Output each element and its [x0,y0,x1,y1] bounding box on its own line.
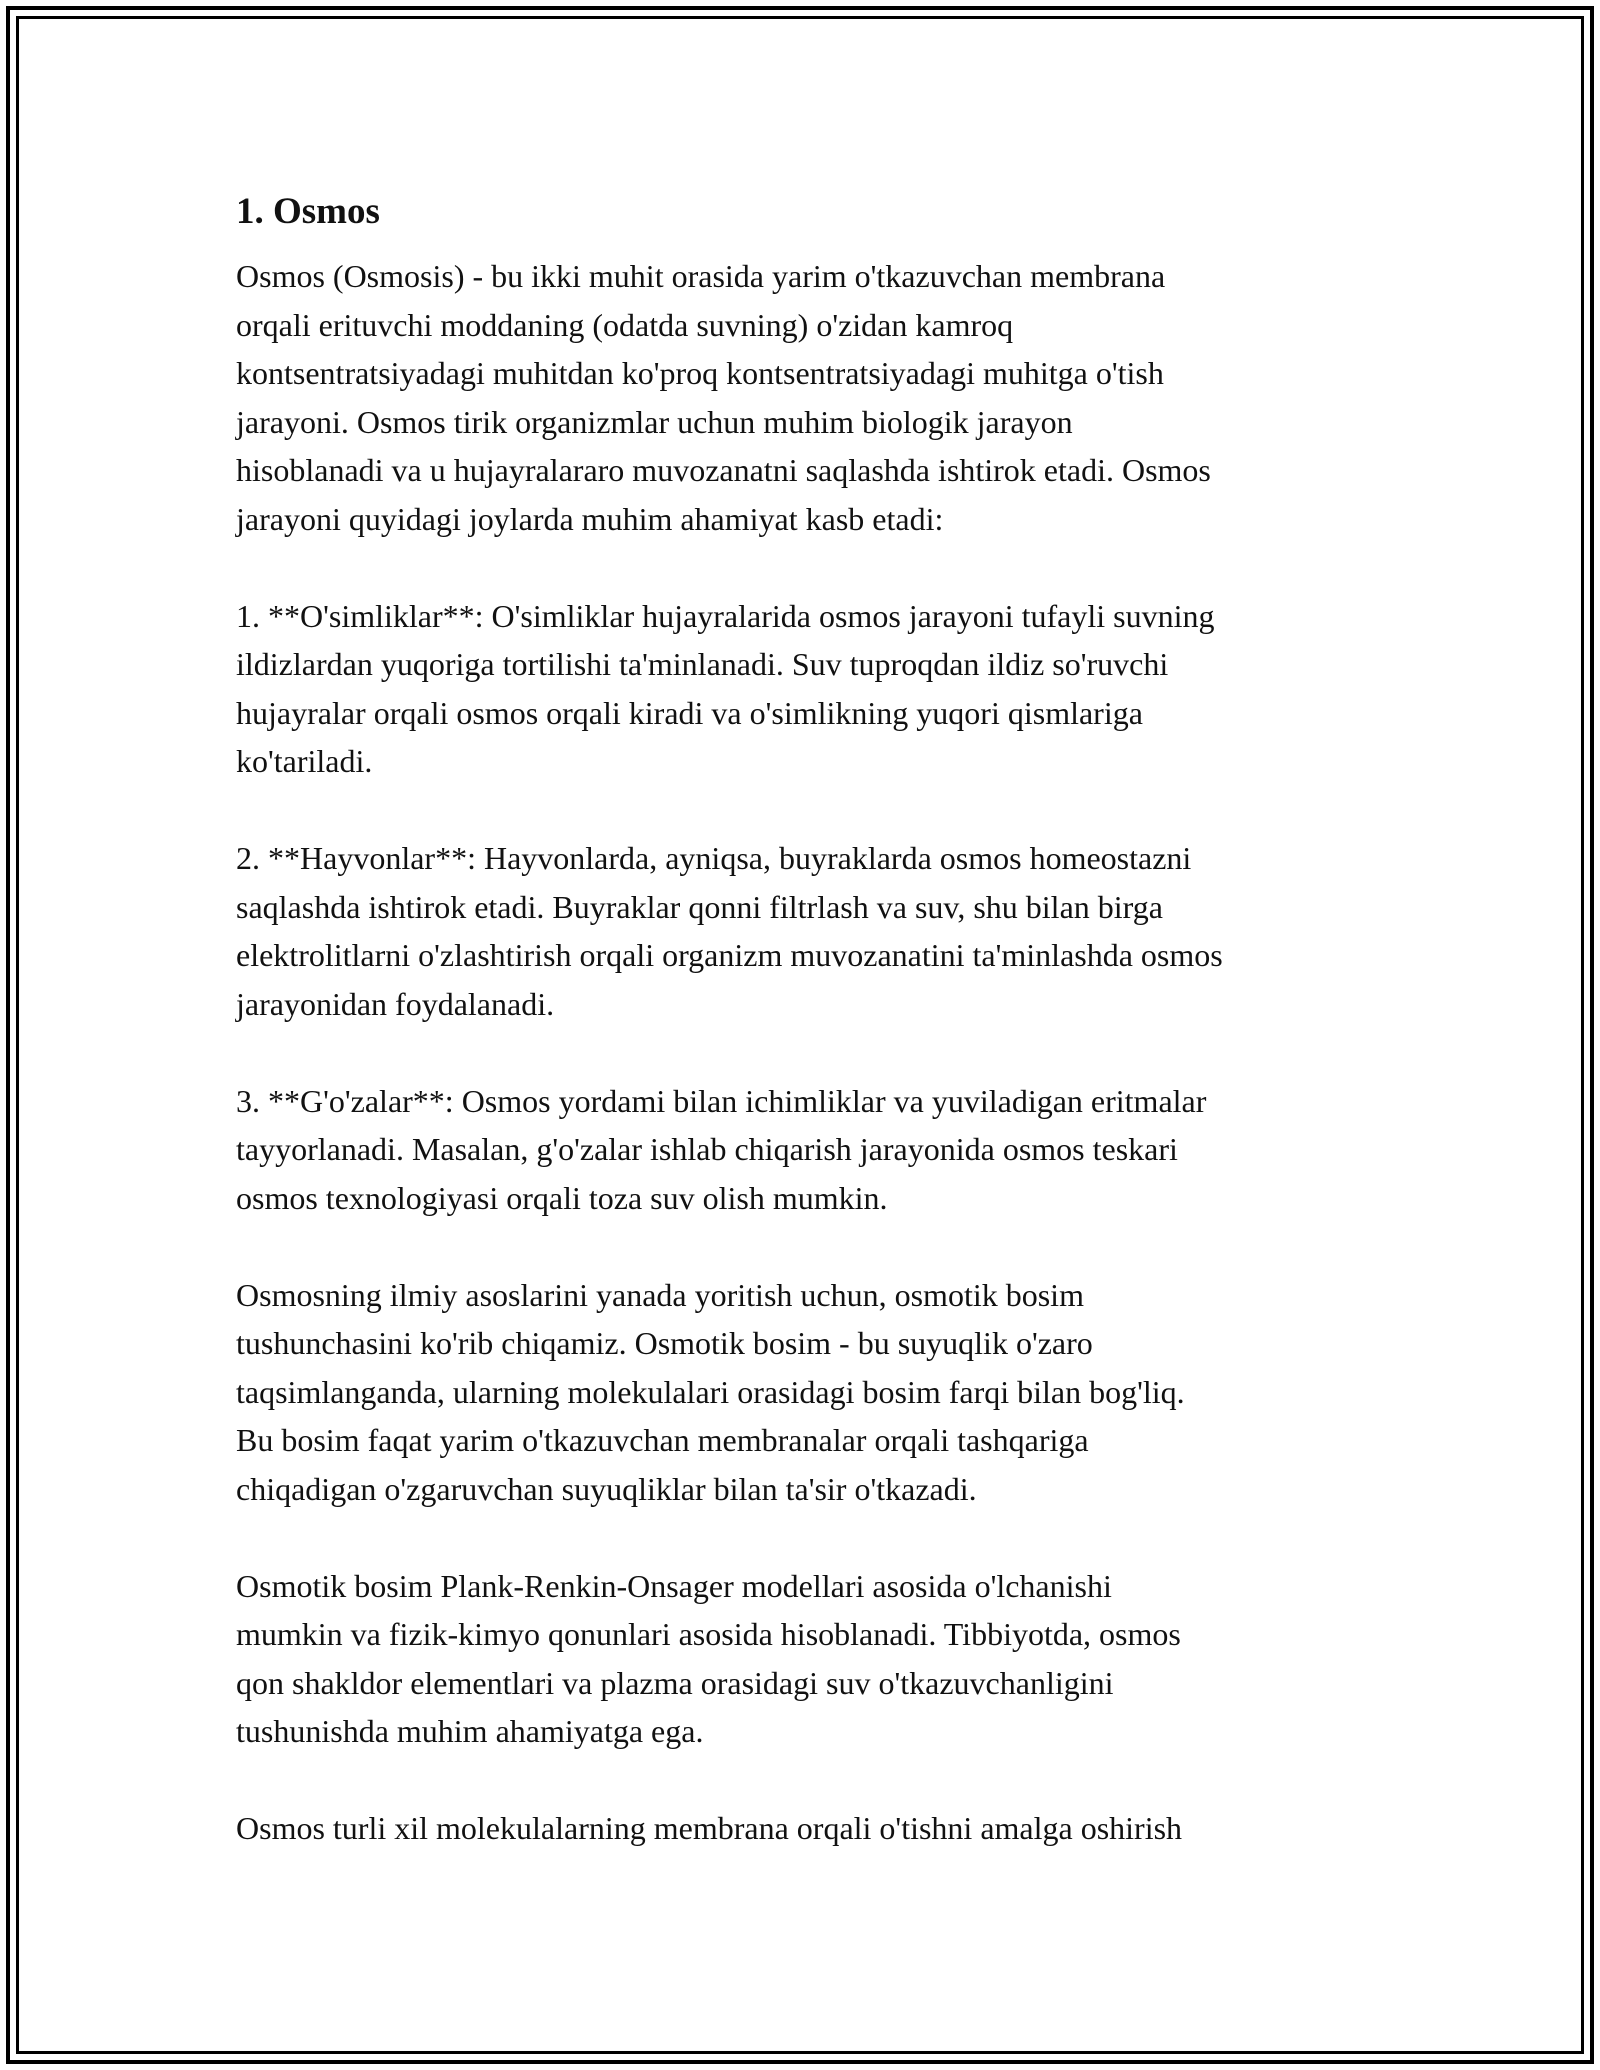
paragraph-intro: Osmos (Osmosis) - bu ikki muhit orasida yarim o'tkazuvchan membrana orqali erituvchi moddaning (odatda suvning) o'zidan kamroq kontsentratsiyadagi muhitdan ko'proq kontsentratsiyadagi muhitga o'tish jarayoni. Osmos tirik organizmlar uchun muhim biologik jarayon hisoblanadi va u hujayralararo muvozanatni saqlashda ishtirok etadi. Osmos jarayoni quyidagi joylarda muhim ahamiyat kasb etadi: [236,258,1211,537]
paragraph-models: Osmotik bosim Plank-Renkin-Onsager modellari asosida o'lchanishi mumkin va fizik-kimyo qonunlari asosida hisoblanadi. Tibbiyotda, osmos qon shakldor elementlari va plazma orasidagi suv o'tkazuvchanligini tushunishda muhim ahamiyatga ega. [236,1567,1181,1749]
paragraph-animals: 2. **Hayvonlar**: Hayvonlarda, ayniqsa, buyraklarda osmos homeostazni saqlashda ishtirok etadi. Buyraklar qonni filtrlash va suv, shu bilan birga elektrolitlarni o'zlashtirish orqali organizm muvozanatini ta'minlashda osmos jarayonidan foydalanadi. [236,840,1223,1022]
paragraph-final: Osmos turli xil molekulalarning membrana orqali o'tishni amalga oshirish [236,1810,1183,1846]
section-heading: 1. Osmos [236,191,380,232]
paragraph-plants: 1. **O'simliklar**: O'simliklar hujayralarida osmos jarayoni tufayli suvning ildizlardan yuqoriga tortilishi ta'minlanadi. Suv tuproqdan ildiz so'ruvchi hujayralar orqali osmos orqali kiradi va o'simlikning yuqori qismlariga ko'tariladi. [236,597,1215,779]
document-body [236,186,1386,1901]
paragraph-gozalar: 3. **G'o'zalar**: Osmos yordami bilan ichimliklar va yuviladigan eritmalar tayyorlanadi. Masalan, g'o'zalar ishlab chiqarish jarayonida osmos teskari osmos texnologiyasi orqali toza suv olish mumkin. [236,1082,1207,1216]
paragraph-osmotic-pressure: Osmosning ilmiy asoslarini yanada yoritish uchun, osmotik bosim tushunchasini ko'rib chiqamiz. Osmotik bosim - bu suyuqlik o'zaro taqsimlanganda, ularning molekulalari orasidagi bosim farqi bilan bog'liq. Bu bosim faqat yarim o'tkazuvchan membranalar orqali tashqariga chiqadigan o'zgaruvchan suyuqliklar bilan ta'sir o'tkazadi. [236,1276,1185,1507]
